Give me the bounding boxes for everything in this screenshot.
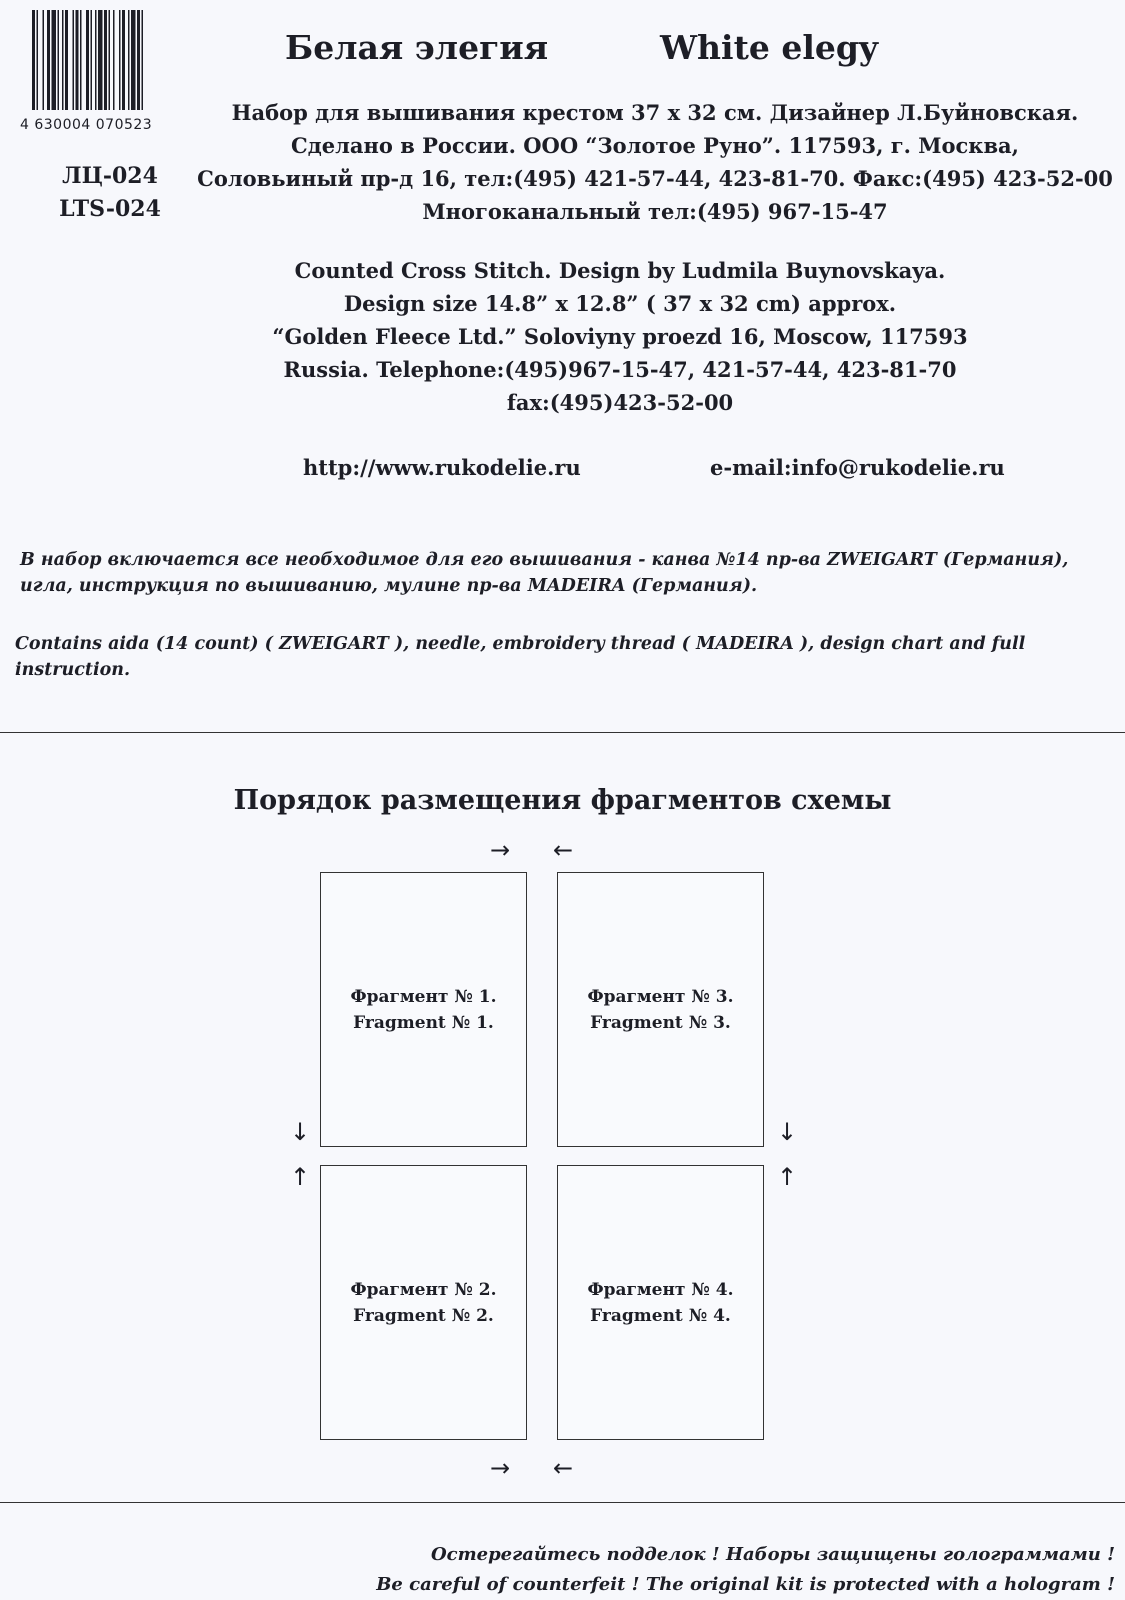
- arrow-left-icon: ←: [553, 836, 574, 864]
- article-code-en: LTS-024: [59, 196, 161, 222]
- info-en-line: Counted Cross Stitch. Design by Ludmila Buynovskaya.: [294, 258, 946, 283]
- fragment-4-box: [557, 1165, 764, 1440]
- arrow-down-icon: ↓: [777, 1118, 798, 1146]
- info-ru-line: Соловьиный пр-д 16, тел:(495) 421-57-44, 423-81-70. Факс:(495) 423-52-00: [197, 166, 1113, 191]
- fragment-1-label-en: Fragment № 1.: [353, 1012, 494, 1033]
- fragment-3-label-ru: Фрагмент № 3.: [587, 986, 734, 1007]
- article-code-ru: ЛЦ-024: [62, 163, 158, 189]
- arrow-right-icon: →: [490, 1454, 511, 1482]
- email-link[interactable]: e-mail:info@rukodelie.ru: [710, 455, 1005, 480]
- barcode-digits: 4 630004 070523: [20, 117, 153, 133]
- arrow-right-icon: →: [490, 836, 511, 864]
- arrow-up-icon: ↑: [777, 1163, 798, 1191]
- fragment-2-box: [320, 1165, 527, 1440]
- fragment-2-label-ru: Фрагмент № 2.: [350, 1279, 497, 1300]
- title-ru: Белая элегия: [285, 28, 549, 67]
- kit-contents-en: Contains aida (14 count) ( ZWEIGART ), needle, embroidery thread ( MADEIRA ), design chart and full instruction.: [15, 634, 1026, 680]
- arrow-up-icon: ↑: [290, 1163, 311, 1191]
- warning-ru: Остерегайтесь подделок ! Наборы защищены голограммами !: [430, 1544, 1115, 1565]
- scheme-title: Порядок размещения фрагментов схемы: [233, 785, 892, 816]
- info-ru-line: Сделано в России. ООО “Золотое Руно”. 117593, г. Москва,: [291, 133, 1019, 158]
- warning-en: Be careful of counterfeit ! The original kit is protected with a hologram !: [376, 1574, 1115, 1595]
- arrow-left-icon: ←: [553, 1454, 574, 1482]
- fragment-4-label-en: Fragment № 4.: [590, 1305, 731, 1326]
- info-ru-line: Многоканальный тел:(495) 967-15-47: [422, 199, 888, 224]
- info-en-line: fax:(495)423-52-00: [506, 390, 734, 415]
- counterfeit-warning: [360, 1540, 1115, 1600]
- title-en: White elegy: [660, 28, 879, 67]
- info-en-line: Design size 14.8” x 12.8” ( 37 x 32 cm) approx.: [343, 291, 897, 316]
- info-ru: [195, 96, 1115, 228]
- divider: [0, 1502, 1125, 1503]
- website-link[interactable]: http://www.rukodelie.ru: [303, 455, 581, 480]
- info-en-line: Russia. Telephone:(495)967-15-47, 421-57-44, 423-81-70: [283, 357, 957, 382]
- fragment-1-box: [320, 872, 527, 1147]
- kit-contents-ru: В набор включается все необходимое для его вышивания - канва №14 пр-ва ZWEIGART (Германия), игла, инструкция по вышиванию, мулине пр-ва MADEIRA (Германия).: [20, 550, 1069, 596]
- barcode: [20, 10, 180, 133]
- info-en: [250, 254, 990, 419]
- arrow-down-icon: ↓: [290, 1118, 311, 1146]
- fragment-4-label-ru: Фрагмент № 4.: [587, 1279, 734, 1300]
- article-codes: [40, 160, 180, 226]
- divider: [0, 732, 1125, 733]
- info-en-line: “Golden Fleece Ltd.” Soloviyny proezd 16, Moscow, 117593: [272, 324, 968, 349]
- fragment-1-label-ru: Фрагмент № 1.: [350, 986, 497, 1007]
- fragment-3-box: [557, 872, 764, 1147]
- info-ru-line: Набор для вышивания крестом 37 x 32 см. Дизайнер Л.Буйновская.: [231, 100, 1079, 125]
- fragment-2-label-en: Fragment № 2.: [353, 1305, 494, 1326]
- fragment-3-label-en: Fragment № 3.: [590, 1012, 731, 1033]
- barcode-icon: [32, 10, 177, 110]
